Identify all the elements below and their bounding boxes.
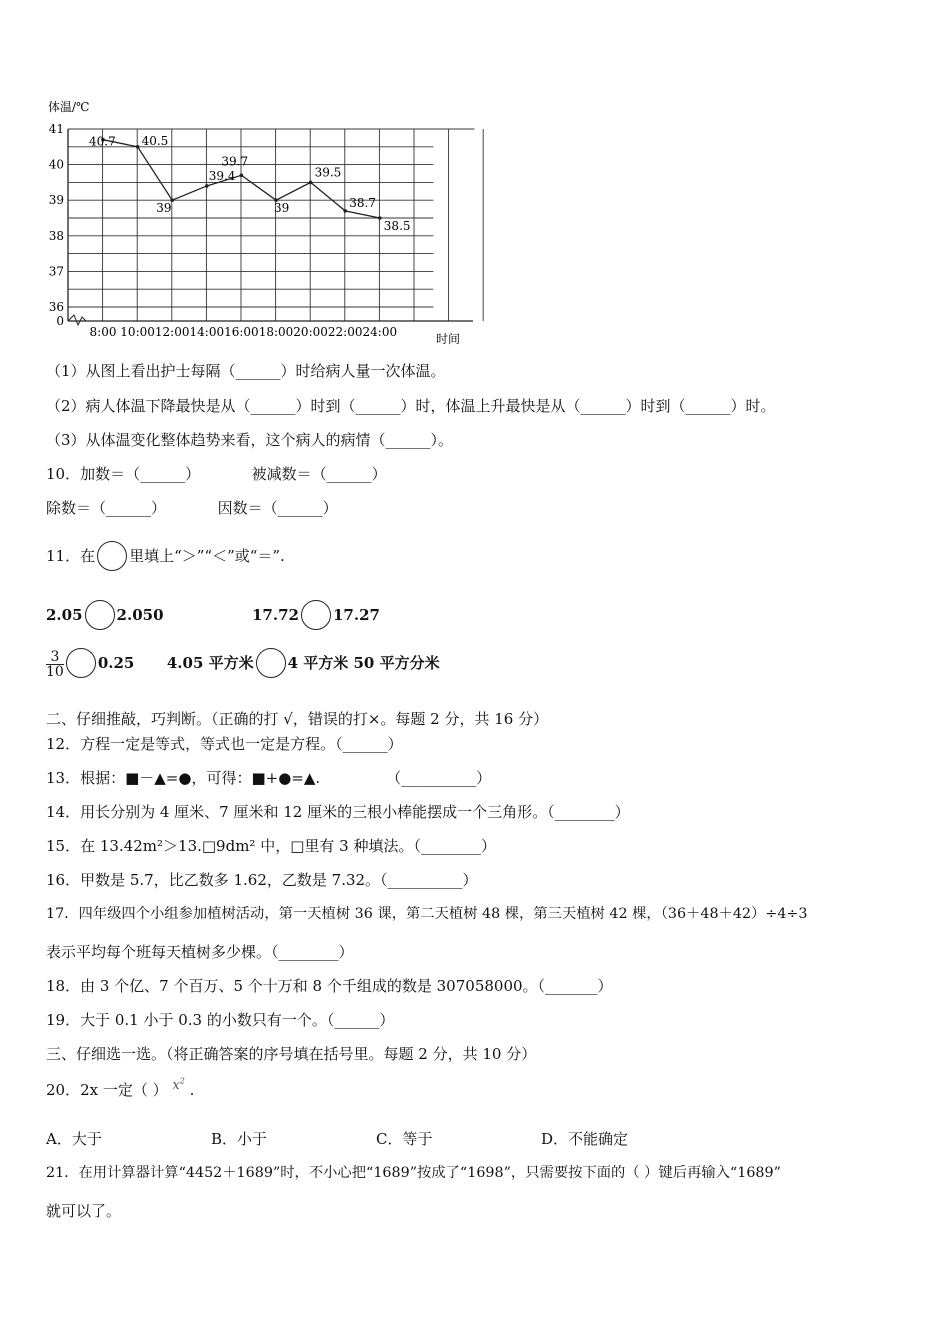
option-a[interactable]: A．大于 [46,1130,102,1148]
x-tick-label: 8:00 [89,325,117,339]
circle-blank-2[interactable] [301,600,331,630]
data-label: 39 [156,201,172,216]
q20-end: . [189,1081,195,1099]
data-label: 38.5 [383,219,411,233]
data-label: 39.4 [208,168,236,183]
chart-grid [68,129,483,325]
q9-sub1: （1）从图上看出护士每隔（______）时给病人量一次体温。 [46,362,446,380]
q15: 15．在 13.42m²＞13.□9dm² 中，□里有 3 种填法。（________） [46,837,496,855]
data-point [378,216,382,220]
q12: 12．方程一定是等式，等式也一定是方程。（______） [46,735,403,753]
data-point [343,209,347,213]
q10-minuend: 被减数＝（______） [251,465,387,483]
q11-p2-left: 17.72 [252,606,299,624]
y-tick-label: 38 [48,228,64,243]
q19: 19．大于 0.1 小于 0.3 的小数只有一个。（______） [46,1011,395,1029]
q10-line2 [46,497,338,518]
chart-xlabel: 时间 [436,332,461,346]
data-point [309,181,313,185]
q11-instruction [46,541,285,571]
circle-blank-1[interactable] [85,600,115,630]
x-tick-label: 24:00 [362,325,398,339]
data-label: 39.5 [314,165,342,180]
temperature-chart [40,95,490,355]
y-tick-label: 40 [48,157,64,172]
circle-blank-3[interactable] [66,648,96,678]
q14: 14．用长分别为 4 厘米、7 厘米和 12 厘米的三根小棒能摆成一个三角形。（________） [46,803,630,821]
chart-y-ticks [49,122,64,328]
q11-p3-right: 0.25 [97,654,135,672]
chart-ylabel: 体温/℃ [48,100,90,114]
circle-blank [97,541,127,571]
fraction-numerator: 3 [46,650,64,665]
circle-blank-4[interactable] [256,648,286,678]
q11-row2 [46,648,440,679]
q16: 16．甲数是 5.7，比乙数多 1.62，乙数是 7.32。（__________） [46,871,478,889]
q20-var: x [172,1078,180,1093]
axis-break [68,315,86,325]
q11-p2-right: 17.27 [332,606,380,624]
y-tick-label: 36 [48,300,64,314]
x-tick-label: 14:00 [189,325,225,339]
y-tick-label: 0 [56,314,64,328]
q18: 18．由 3 个亿、7 个百万、5 个十万和 8 个千组成的数是 307058000。（_______） [46,977,613,995]
q11-pre: 11．在 [46,547,96,565]
q20 [46,1076,195,1100]
x-tick-label: 16:00 [224,325,259,339]
q10-divisor: 除数＝（______） [46,499,167,517]
q20-text: 20．2x 一定（ ） [46,1081,168,1099]
fraction-denominator: 10 [46,663,64,680]
data-label: 39 [274,201,290,216]
q10-addend: 10．加数＝（______） [46,465,201,483]
q13 [46,767,491,788]
option-d[interactable]: D．不能确定 [541,1130,629,1148]
q11-p1-left: 2.05 [46,606,83,624]
q10-factor: 因数＝（______） [217,499,338,517]
data-point [240,173,244,177]
x-tick-label: 22:00 [327,325,363,339]
q11-post: 里填上“＞”“＜”或“＝”. [129,547,285,565]
q13-blank: （__________） [386,769,492,787]
x-tick-label: 20:00 [293,325,328,339]
x-tick-label: 12:00 [154,325,190,339]
q10-line1 [46,463,387,484]
q11-p1-right: 2.050 [116,606,164,624]
q20-exponent: 2 [179,1076,185,1086]
data-label: 39.7 [221,154,249,169]
data-point [136,145,140,149]
x-tick-label: 18:00 [258,325,294,339]
q9-sub3: （3）从体温变化整体趋势来看，这个病人的病情（______）。 [46,431,454,449]
chart-x-ticks [90,325,398,339]
fraction [46,650,64,679]
data-label: 38.7 [349,195,376,210]
q9-sub2: （2）病人体温下降最快是从（______）时到（______）时，体温上升最快是从（______）时到（______）时。 [46,397,776,415]
q17-line1: 17．四年级四个小组参加植树活动，第一天植树 36 课，第二天植树 48 棵，第三天植树 42 棵，（36＋48＋42）÷4÷3 [46,906,808,922]
section-3-heading: 三、仔细选一选。（将正确答案的序号填在括号里。每题 2 分，共 10 分） [46,1045,537,1063]
y-tick-label: 41 [48,122,64,136]
q21-line1: 21．在用计算器计算“4452＋1689”时，不小心把“1689”按成了“1698”，只需要按下面的（ ）键后再输入“1689” [46,1165,781,1181]
y-tick-label: 39 [48,193,64,208]
data-label: 40.7 [89,134,116,149]
q17-line2: 表示平均每个班每天植树多少棵。（________） [46,943,354,961]
data-point [205,184,209,188]
option-b[interactable]: B．小于 [211,1130,268,1148]
q11-p4-right: 4 平方米 50 平方分米 [287,654,440,672]
section-2-heading: 二、仔细推敲，巧判断。（正确的打 √，错误的打×。每题 2 分，共 16 分） [46,710,549,728]
y-tick-label: 37 [48,264,64,279]
q21-line2: 就可以了。 [46,1202,122,1220]
data-label: 40.5 [141,133,169,148]
q20-x-squared [172,1078,184,1093]
option-c[interactable]: C．等于 [376,1130,433,1148]
q11-p4-left: 4.05 平方米 [166,654,254,672]
q13-text: 13．根据：■－▲=●，可得：■+●=▲. [46,769,321,787]
q11-row1 [46,600,380,630]
x-tick-label: 10:00 [120,325,155,339]
